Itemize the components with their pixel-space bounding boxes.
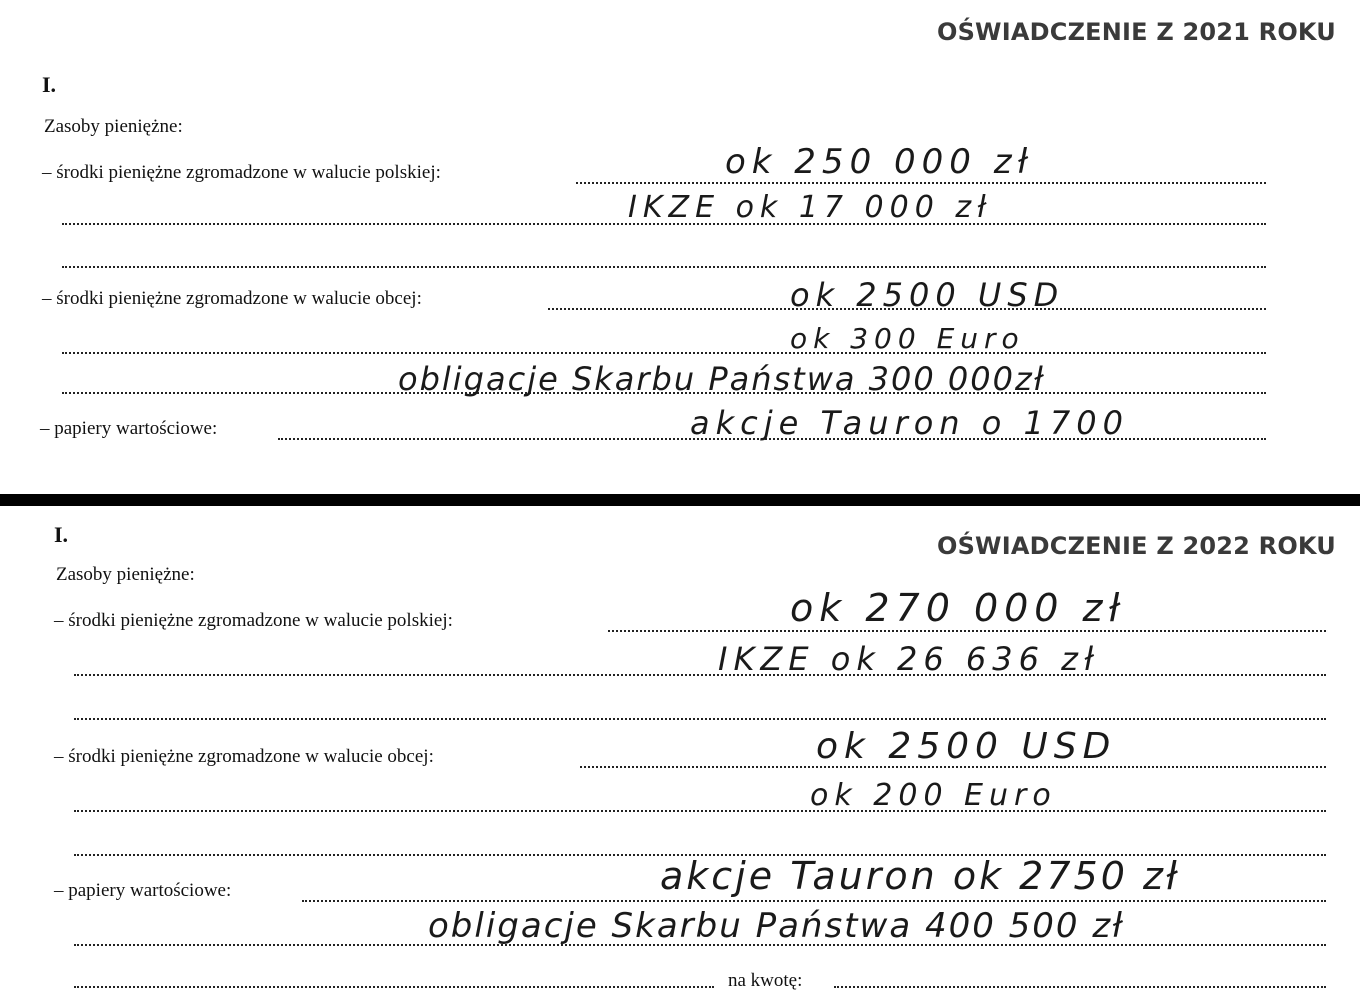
section-number: I.: [42, 72, 57, 97]
statement-2022-panel: [0, 506, 1360, 1002]
handwritten-usd-value: ok 2500 USD: [816, 726, 1117, 767]
statement-2021-panel: [0, 0, 1360, 494]
cash-resources-heading: Zasoby pieniężne:: [56, 564, 195, 585]
dotted-line: [74, 714, 1326, 720]
dotted-line: [62, 262, 1266, 268]
handwritten-euro-value: ok 200 Euro: [810, 778, 1057, 813]
handwritten-ikze-value: IKZE ok 26 636 zł: [718, 640, 1100, 678]
handwritten-usd-value: ok 2500 USD: [790, 276, 1065, 314]
dotted-line: [74, 982, 714, 988]
dotted-line: [62, 348, 1266, 354]
handwritten-bonds-value: obligacje Skarbu Państwa 400 500 zł: [428, 906, 1124, 946]
handwritten-pln-value: ok 270 000 zł: [790, 586, 1126, 630]
cash-resources-heading: Zasoby pieniężne:: [44, 116, 183, 137]
pln-funds-label: – środki pieniężne zgromadzone w walucie polskiej:: [54, 610, 453, 631]
statement-2022-title: OŚWIADCZENIE Z 2022 ROKU: [936, 532, 1336, 560]
dotted-line: [834, 982, 1326, 988]
pln-funds-label: – środki pieniężne zgromadzone w walucie polskiej:: [42, 162, 441, 183]
handwritten-pln-value: ok 250 000 zł: [725, 142, 1034, 182]
handwritten-ikze-value: IKZE ok 17 000 zł: [628, 190, 992, 225]
handwritten-euro-value: ok 300 Euro: [790, 322, 1025, 355]
panel-divider: [0, 494, 1360, 506]
securities-label: – papiery wartościowe:: [40, 418, 218, 439]
handwritten-bonds-value: obligacje Skarbu Państwa 300 000zł: [398, 360, 1045, 398]
handwritten-shares-value: akcje Tauron ok 2750 zł: [660, 854, 1180, 898]
amount-label: na kwotę:: [728, 970, 803, 991]
statement-2021-title: OŚWIADCZENIE Z 2021 ROKU: [936, 18, 1336, 46]
handwritten-shares-value: akcje Tauron o 1700: [690, 404, 1129, 442]
foreign-funds-label: – środki pieniężne zgromadzone w walucie obcej:: [54, 746, 434, 767]
securities-label: – papiery wartościowe:: [54, 880, 232, 901]
dotted-line: [74, 806, 1326, 812]
foreign-funds-label: – środki pieniężne zgromadzone w walucie obcej:: [42, 288, 422, 309]
dotted-line: [74, 670, 1326, 676]
section-number: I.: [54, 522, 69, 547]
